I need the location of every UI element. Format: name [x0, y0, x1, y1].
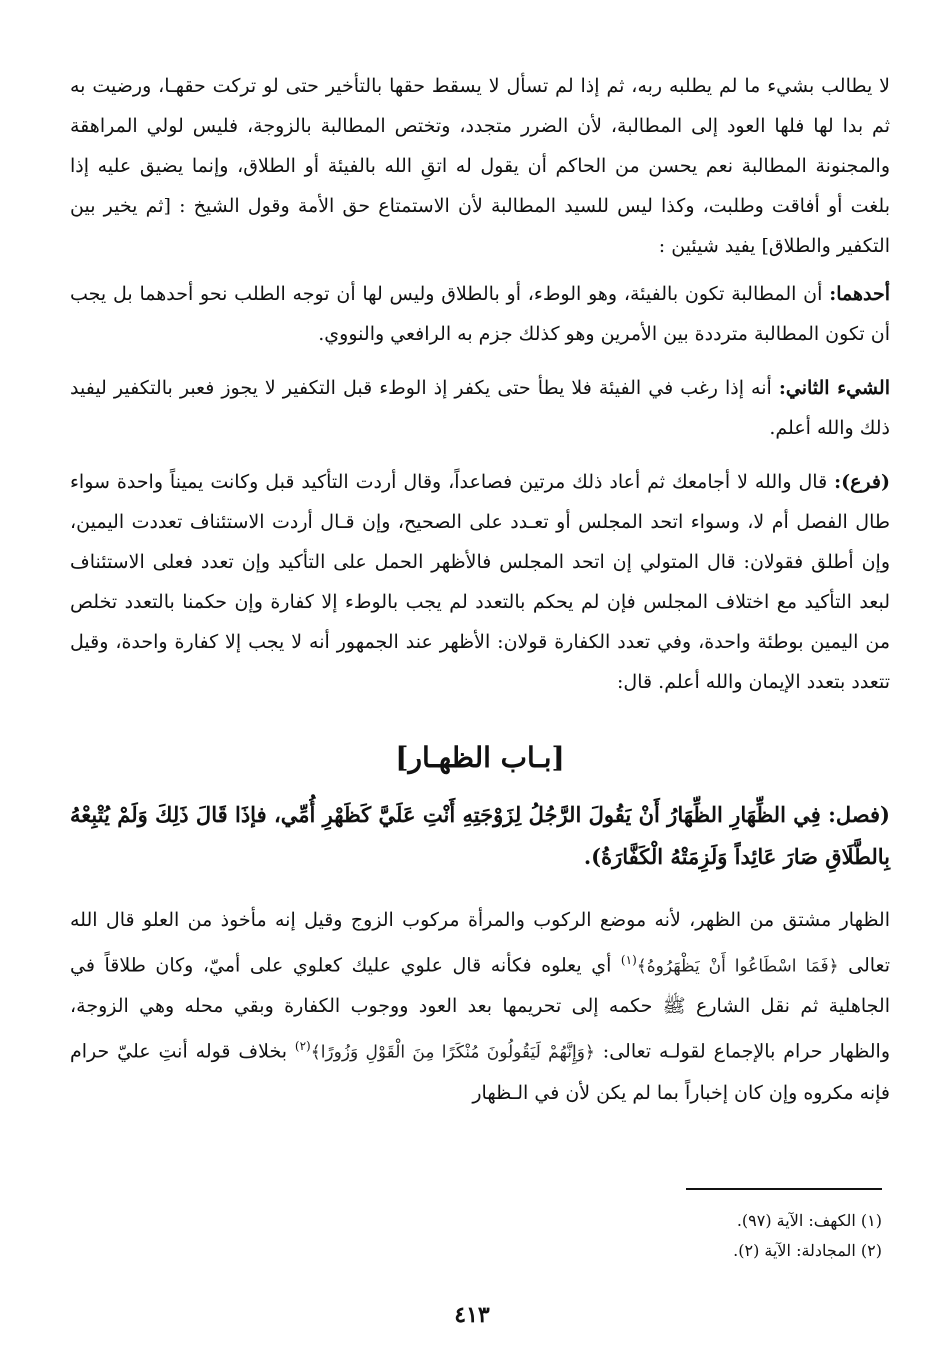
paragraph-1	[70, 66, 890, 266]
footnote-2: (٢) المجادلة: الآية (٢).	[733, 1241, 882, 1260]
paragraph-5-part-2: أي يعلوه فكأنه قال علوي عليك كعلوي على أميّ، وكان طلاقاً في الجاهلية ثم نقل الشارع ﷺ حكمه إلى تحريمها بعد العود ووجوب الكفارة وبقي محله وهي الزوجة، والظهار حرام بالإجماع لقولـه تعالى:	[70, 954, 890, 1063]
quran-verse-1: ﴿فَمَا اسْطَاعُوا أَنْ يَظْهَرُوهُ﴾	[636, 956, 839, 977]
paragraph-3-lead: الشيء الثاني:	[778, 377, 890, 399]
paragraph-5	[70, 900, 890, 1113]
fasl-matn: (فصل: فِي الظِّهَارِ الظِّهَارُ أَنْ يَقُولَ الرَّجُلُ لِزَوْجَتِهِ أَنْتِ عَلَيَّ كَظَهْرِ أُمِّي، فإذَا قَالَ ذَلِكَ وَلَمْ يُتْبِعْهُ بِالطَّلَاقِ صَارَ عَائِداً وَلَزِمَتْهُ الْكَفَّارَةُ).	[70, 802, 890, 869]
paragraph-4-lead: (فرع):	[834, 471, 890, 493]
paragraph-5-part-3: بخلاف قوله أنتِ عليّ حرام فإنه مكروه وإن كان إخباراً بما لم يكن لأن في الـظهار	[70, 1040, 890, 1104]
footnote-divider	[686, 1188, 882, 1190]
page-number: ٤١٣	[454, 1302, 490, 1328]
paragraph-1-text: لا يطالب بشيء ما لم يطلبه ربه، ثم إذا لم تسأل لا يسقط حقها بالتأخير حتى لو تركت حقهـا، ورضيت به ثم بدا لها فلها العود إلى المطالبة، لأن الضرر متجدد، وتختص المطالبة بالزوجة، فليس لولي المراهقة والمجنونة المطالبة نعم يحسن من الحاكم أن يقول له اتقِ الله بالفيئة أو الطلاق، وإنما يضيق عليه إذا بلغت أو أفاقت وطلبت، وكذا ليس للسيد المطالبة لأن الاستمتاع حق الأمة وقول الشيخ : [ثم يخير بين التكفير والطلاق] يفيد شيئين :	[70, 75, 890, 257]
paragraph-2-text: أن المطالبة تكون بالفيئة، وهو الوطء، أو بالطلاق وليس لها أن توجه الطلب نحو أحدهما بل يجب أن تكون المطالبة مترددة بين الأمرين وهو كذلك جزم به الرافعي والنووي.	[70, 283, 890, 345]
footnotes	[70, 1206, 882, 1266]
chapter-title: [بـاب الظهـار]	[395, 741, 565, 774]
footnote-ref-1: (١)	[620, 953, 637, 967]
paragraph-4-text: قال والله لا أجامعك ثم أعاد ذلك مرتين فصاعداً، وقال أردت التأكيد قبل وكانت يميناً واحدة سواء طال الفصل أم لا، وسواء اتحد المجلس أو تعـدد على الصحيح، وإن قـال أردت الاستئناف تعددت اليمين، وإن أطلق فقولان: قال المتولي إن اتحد المجلس فالأظهر الحمل على التأكيد وإن تعدد فعلى الاستئناف لبعد التأكيد مع اختلاف المجلس فإن لم يحكم بالتعدد لم يجب بالوطء إلا كفارة وإن حكمنا بالتعدد تخلص من اليمين بوطئة واحدة، وفي تعدد الكفارة قولان: الأظهر عند الجمهور أنه لا يجب إلا كفارة واحدة، وقيل تتعدد بتعدد الإيمان والله أعلم. قال:	[70, 471, 890, 693]
quran-verse-2: ﴿وَإِنَّهُمْ لَيَقُولُونَ مُنْكَرًا مِنَ الْقَوْلِ وَزُورًا﴾	[310, 1042, 595, 1063]
footnote-1: (١) الكهف: الآية (٩٧).	[736, 1211, 882, 1230]
footnote-ref-2: (٢)	[294, 1039, 311, 1054]
page-body	[70, 62, 890, 1113]
paragraph-4	[70, 462, 890, 702]
paragraph-5-part-1: الظهار مشتق من الظهر، لأنه موضع الركوب والمرأة مركوب الزوج وقيل إنه مأخوذ من العلو قال الله تعالى	[70, 909, 890, 977]
paragraph-2-lead: أحدهما:	[829, 283, 890, 305]
paragraph-3	[70, 368, 890, 448]
paragraph-3-text: أنه إذا رغب في الفيئة فلا يطأ حتى يكفر إذ الوطء قبل التكفير لا يجوز فعبر بالتكفير ليفيد ذلك والله أعلم.	[70, 377, 890, 439]
paragraph-2	[70, 274, 890, 354]
